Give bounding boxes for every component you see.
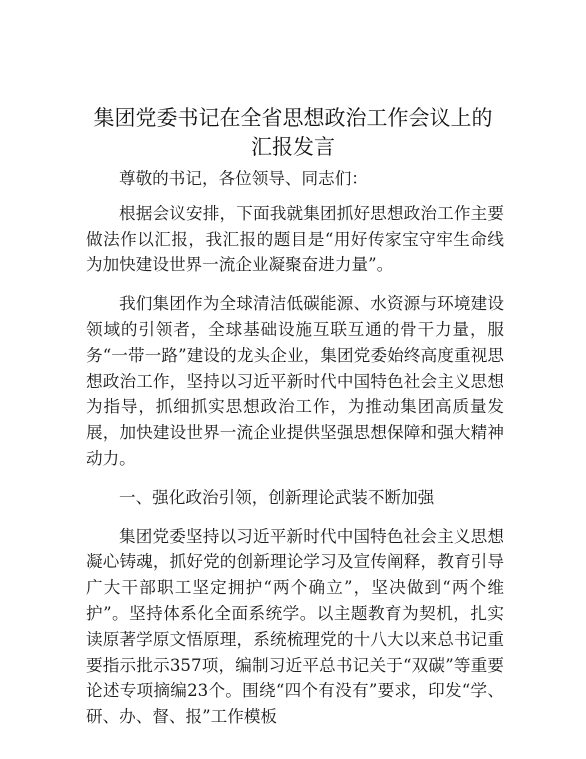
paragraph-intro: 根据会议安排，下面我就集团抓好思想政治工作主要做法作以汇报，我汇报的题目是“用好传家宝守牢生命线为加快建设世界一流企业凝聚奋进力量”。: [86, 203, 504, 275]
document-body: [86, 166, 504, 743]
paragraph-overview: 我们集团作为全球清洁低碳能源、水资源与环境建设领域的引领者，全球基础设施互联互通的骨干力量，服务“一带一路”建设的龙头企业，集团党委始终高度重视思想政治工作，坚持以习近平新时代中国特色社会主义思想为指导，抓细抓实思想政治工作，为推动集团高质量发展，加快建设世界一流企业提供坚强思想保障和强大精神动力。: [86, 294, 504, 468]
document-title: 集团党委书记在全省思想政治工作会议上的汇报发言: [93, 106, 493, 159]
salutation: 尊敬的书记，各位领导、同志们：: [119, 169, 368, 188]
section-heading: 一、强化政治引领，创新理论武装不断加强: [119, 487, 435, 507]
section-paragraph: 集团党委坚持以习近平新时代中国特色社会主义思想凝心铸魂，抓好党的创新理论学习及宣传阐释，教育引导广大干部职工坚定拥护“两个确立”，坚决做到“两个维护”。坚持体系化全面系统学。以主题教育为契机，扎实读原著学原文悟原理，系统梳理党的十八大以来总书记重要指示批示357项，编制习近平总书记关于“双碳”等重要论述专项摘编23个。围绕“四个有没有”要求，印发“学、研、办、督、报”工作模板: [86, 526, 504, 727]
